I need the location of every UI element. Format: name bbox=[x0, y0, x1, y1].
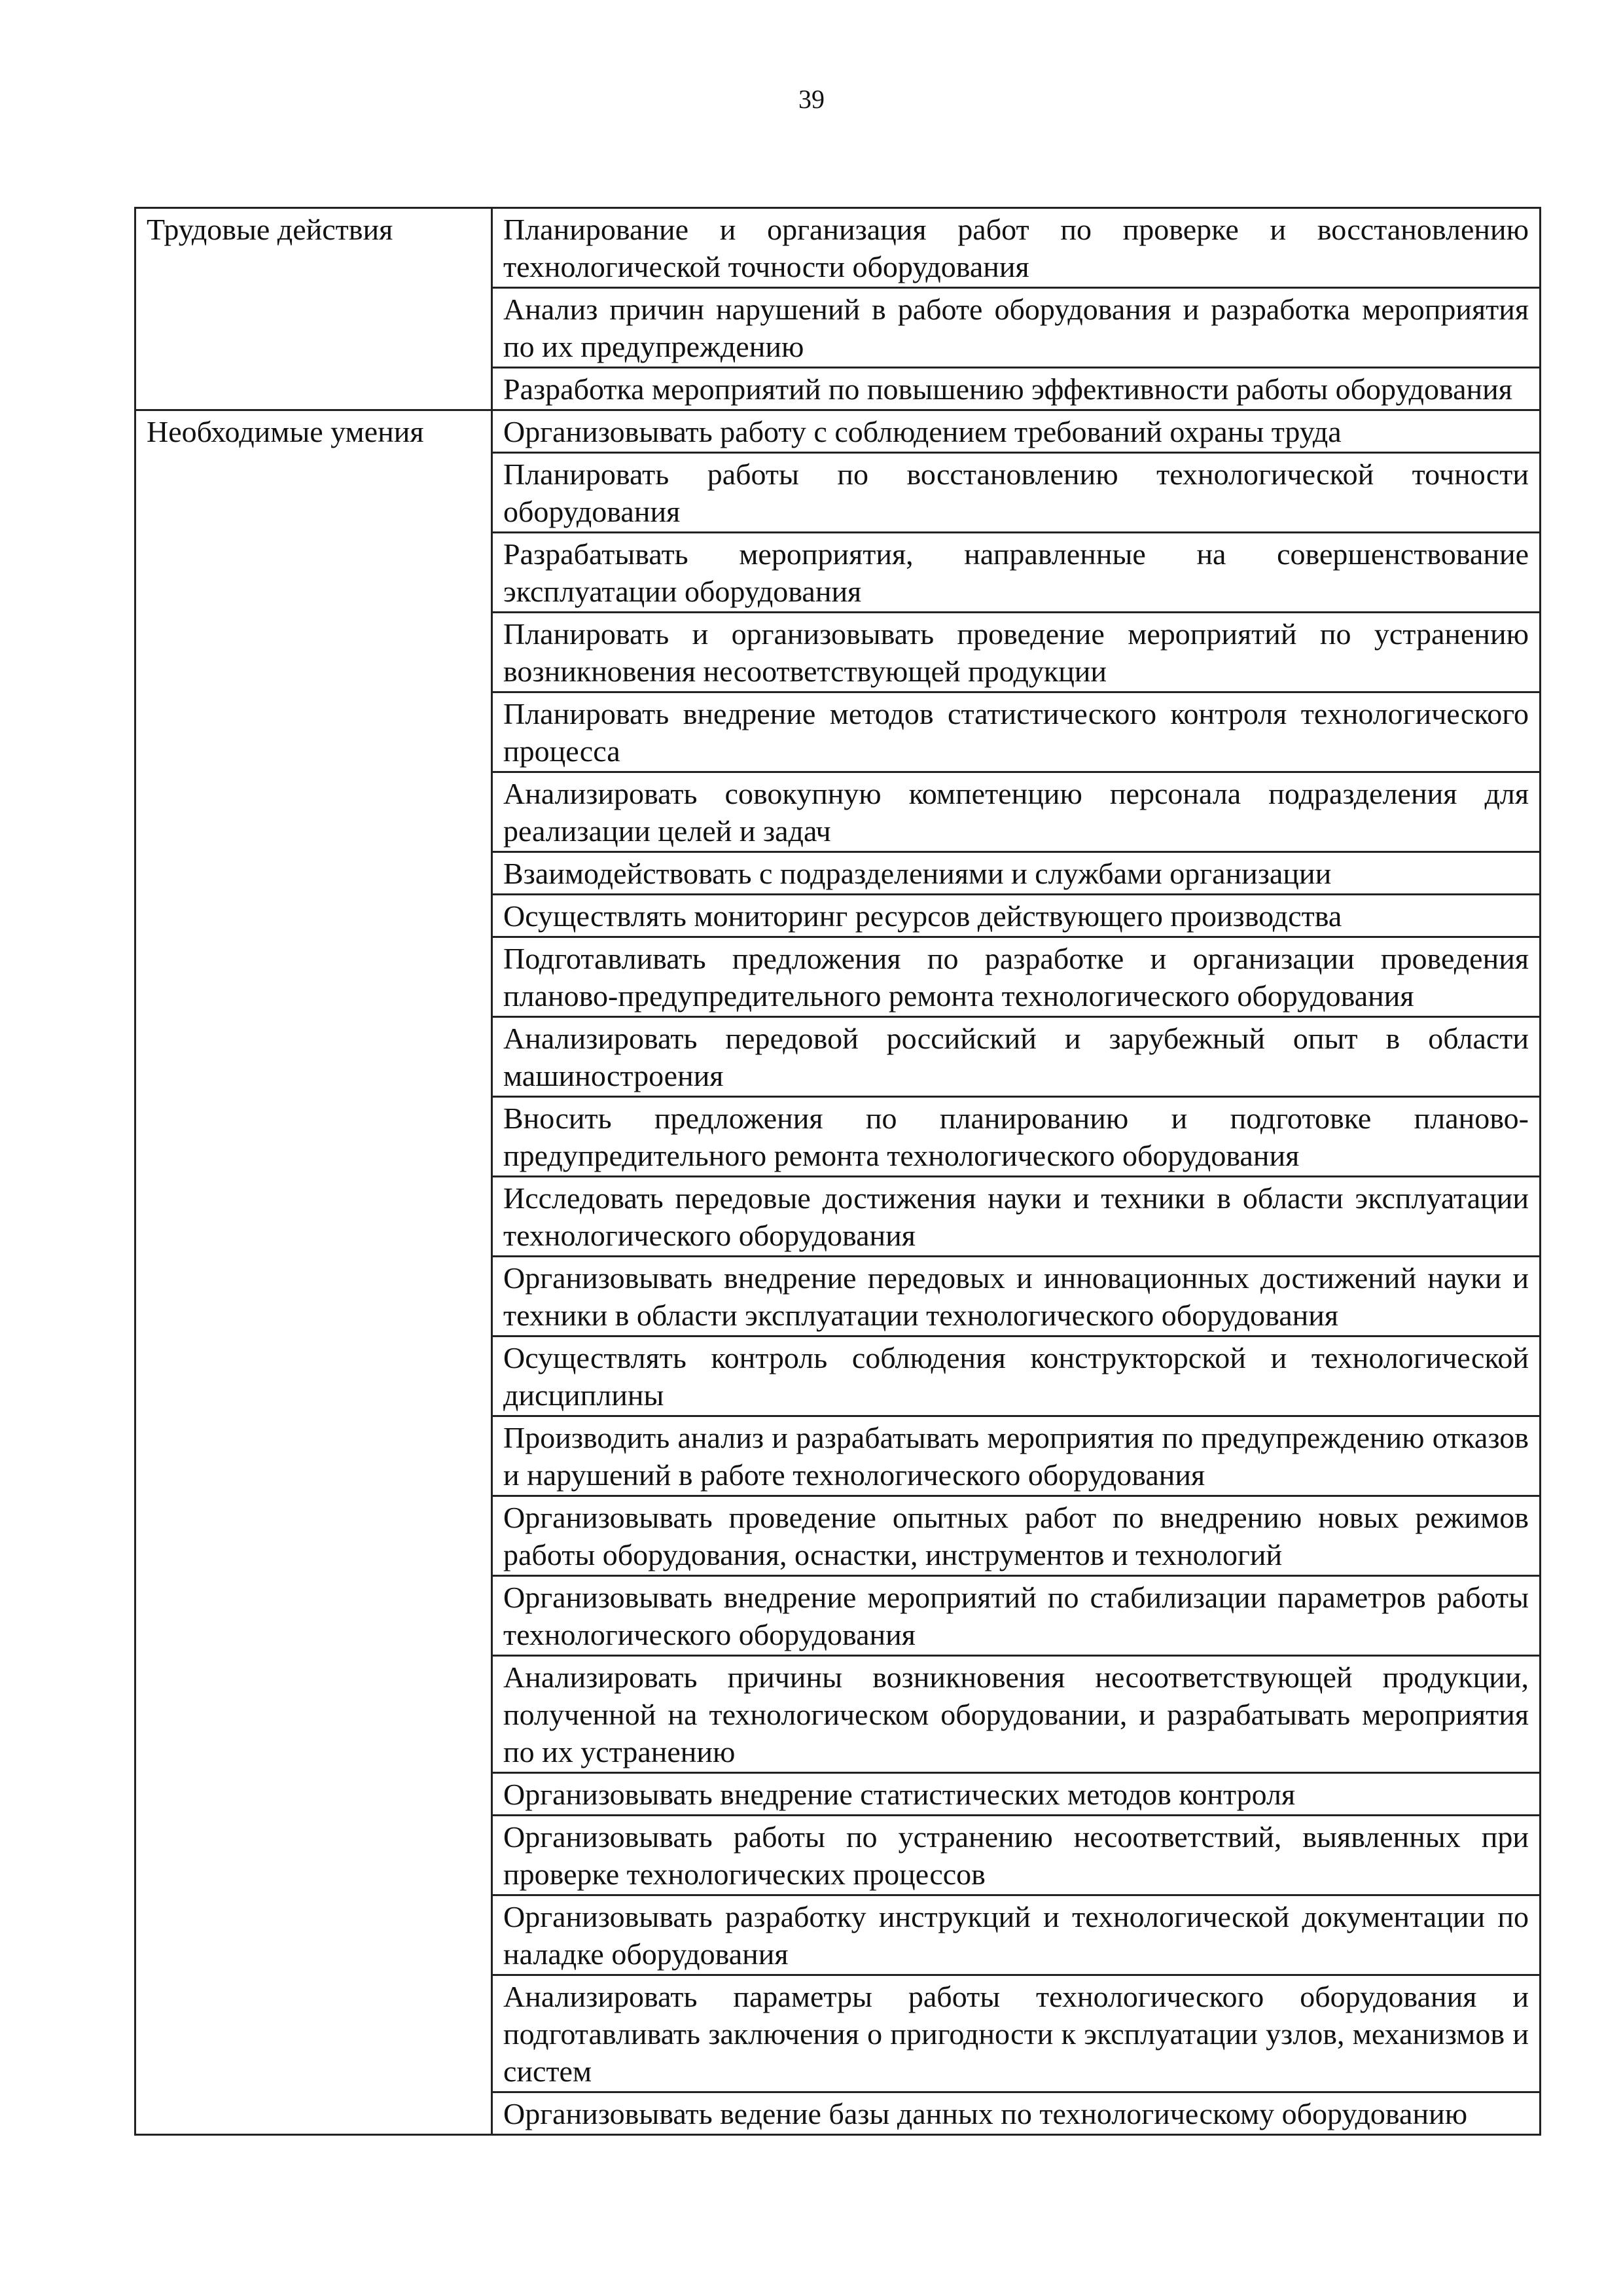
section-item: Взаимодействовать с подразделениями и службами организации bbox=[492, 852, 1541, 895]
table-row bbox=[135, 208, 1541, 288]
section-item: Анализ причин нарушений в работе оборудования и разработка мероприятия по их предупреждению bbox=[492, 288, 1541, 368]
section-item: Анализировать передовой российский и зарубежный опыт в области машиностроения bbox=[492, 1017, 1541, 1097]
section-item: Планировать работы по восстановлению технологической точности оборудования bbox=[492, 453, 1541, 533]
section-item: Планировать и организовывать проведение мероприятий по устранению возникновения несоответствующей продукции bbox=[492, 613, 1541, 692]
section-item: Разрабатывать мероприятия, направленные на совершенствование эксплуатации оборудования bbox=[492, 533, 1541, 613]
section-item: Подготавливать предложения по разработке и организации проведения планово-предупредительного ремонта технологического оборудования bbox=[492, 937, 1541, 1017]
section-item: Осуществлять контроль соблюдения конструкторской и технологической дисциплины bbox=[492, 1336, 1541, 1416]
section-item: Исследовать передовые достижения науки и техники в области эксплуатации технологического оборудования bbox=[492, 1177, 1541, 1257]
section-item: Организовывать проведение опытных работ по внедрению новых режимов работы оборудования, оснастки, инструментов и технологий bbox=[492, 1496, 1541, 1576]
section-label: Необходимые умения bbox=[135, 410, 492, 2135]
table-row bbox=[135, 410, 1541, 453]
page-number: 39 bbox=[798, 84, 825, 114]
section-item: Планирование и организация работ по проверке и восстановлению технологической точности оборудования bbox=[492, 208, 1541, 288]
section-item: Организовывать работы по устранению несоответствий, выявленных при проверке технологических процессов bbox=[492, 1816, 1541, 1895]
section-item: Организовывать ведение базы данных по технологическому оборудованию bbox=[492, 2092, 1541, 2135]
section-item: Организовывать внедрение передовых и инновационных достижений науки и техники в области эксплуатации технологического оборудования bbox=[492, 1257, 1541, 1336]
section-item: Организовывать разработку инструкций и технологической документации по наладке оборудования bbox=[492, 1895, 1541, 1975]
section-item: Производить анализ и разрабатывать мероприятия по предупреждению отказов и нарушений в работе технологического оборудования bbox=[492, 1416, 1541, 1496]
section-item: Разработка мероприятий по повышению эффективности работы оборудования bbox=[492, 368, 1541, 410]
section-item: Анализировать параметры работы технологического оборудования и подготавливать заключения о пригодности к эксплуатации узлов, механизмов и систем bbox=[492, 1975, 1541, 2092]
section-item: Вносить предложения по планированию и подготовке планово-предупредительного ремонта технологического оборудования bbox=[492, 1097, 1541, 1177]
section-item: Анализировать причины возникновения несоответствующей продукции, полученной на технологическом оборудовании, и разрабатывать мероприятия по их устранению bbox=[492, 1656, 1541, 1773]
section-label: Трудовые действия bbox=[135, 208, 492, 410]
section-item: Организовывать внедрение статистических методов контроля bbox=[492, 1773, 1541, 1816]
requirements-table bbox=[134, 207, 1541, 2136]
section-item: Анализировать совокупную компетенцию персонала подразделения для реализации целей и задач bbox=[492, 772, 1541, 852]
section-item: Организовывать работу с соблюдением требований охраны труда bbox=[492, 410, 1541, 453]
section-item: Планировать внедрение методов статистического контроля технологического процесса bbox=[492, 692, 1541, 772]
section-item: Организовывать внедрение мероприятий по стабилизации параметров работы технологического оборудования bbox=[492, 1576, 1541, 1656]
section-item: Осуществлять мониторинг ресурсов действующего производства bbox=[492, 895, 1541, 937]
